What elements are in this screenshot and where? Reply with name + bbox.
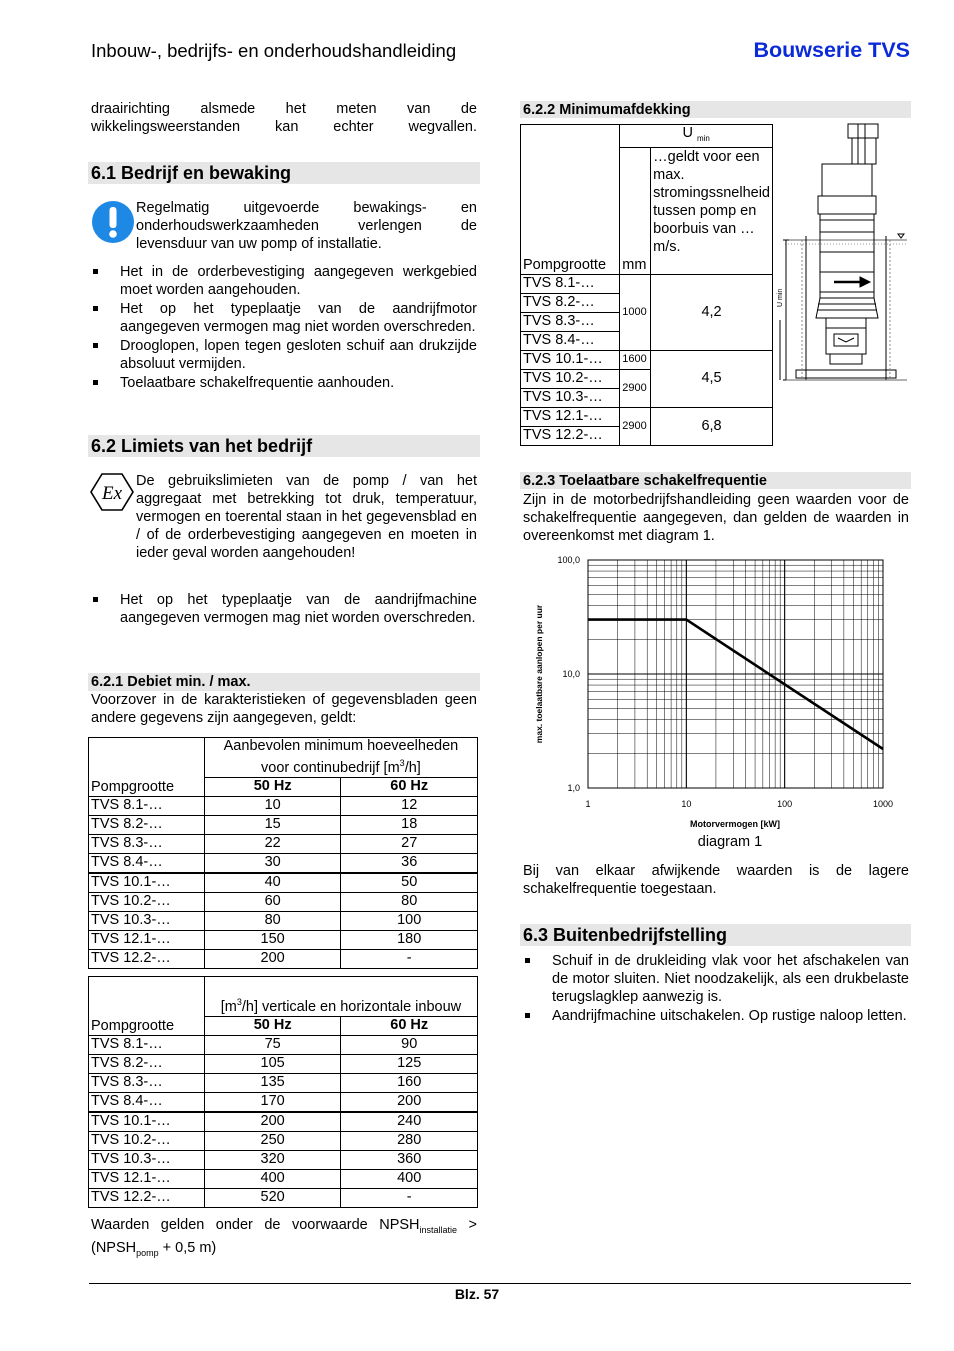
- cell-50hz: 22: [204, 834, 341, 853]
- npsh-condition: Waarden gelden onder de voorwaarde $NPSH_{installatie}$ > ($NPSH_{pomp} + 0,5$ m): [91, 1217, 477, 1258]
- s63-bullet-list: [523, 952, 909, 1026]
- s61-note: Regelmatig uitgevoerde bewakings- en onderhoudswerkzaamheden verlengen de levensduur van uw pomp of installatie.: [136, 200, 477, 252]
- svg-text:Ex: Ex: [101, 483, 123, 504]
- cell-pompgrootte: TVS 8.2-…: [89, 1054, 205, 1073]
- max-flow-rows: [89, 1035, 478, 1207]
- cell-50hz: 135: [204, 1073, 341, 1092]
- table-header-60hz: 60 Hz: [341, 1016, 478, 1035]
- cell-60hz: 280: [341, 1131, 478, 1150]
- table-row: [89, 892, 478, 911]
- intro-text: draairichting alsmede het meten van de wikkelingsweerstanden kan echter wegvallen.: [91, 101, 477, 135]
- table-row: [89, 815, 478, 834]
- cell-60hz: -: [341, 1188, 478, 1207]
- chart-svg: [530, 550, 900, 835]
- chart-x-tick: 1: [585, 799, 591, 809]
- warning-icon: [91, 200, 135, 244]
- table-row: TVS 8.2-…: [521, 293, 620, 312]
- cell-60hz: 100: [341, 911, 478, 930]
- cell-velocity: 4,5: [651, 350, 773, 407]
- list-item: Het in de orderbevestiging aangegeven werkgebied moet worden aangehouden.: [91, 263, 477, 299]
- series-title: Bouwserie TVS: [753, 38, 910, 62]
- cell-60hz: 160: [341, 1073, 478, 1092]
- pump-installation-drawing: [777, 124, 912, 384]
- cell-mm: 1000: [620, 274, 651, 350]
- table-row: [89, 949, 478, 968]
- table-header-pompgrootte: Pompgrootte: [89, 977, 205, 1036]
- cell-50hz: 40: [204, 873, 341, 893]
- table-row: [89, 1035, 478, 1054]
- list-item: Toelaatbare schakelfrequentie aanhouden.: [91, 374, 477, 392]
- table-row: [89, 834, 478, 853]
- table-header-max: $[m^3/h]$ verticale en horizontale inbouw: [204, 977, 477, 1017]
- svg-text:U min: U min: [777, 288, 784, 307]
- table-header-pompgrootte: Pompgrootte: [521, 125, 620, 275]
- chart-y-tick: 100,0: [557, 555, 580, 565]
- cell-pompgrootte: TVS 8.1-…: [89, 1035, 205, 1054]
- cell-50hz: 10: [204, 796, 341, 815]
- chart-series-line: [588, 620, 883, 749]
- table-row: [89, 1150, 478, 1169]
- switching-frequency-chart: [530, 550, 900, 835]
- table-header-mm: mm: [620, 147, 651, 274]
- cell-50hz: 75: [204, 1035, 341, 1054]
- cell-60hz: 36: [341, 853, 478, 873]
- cell-60hz: 27: [341, 834, 478, 853]
- cell-pompgrootte: TVS 8.4-…: [89, 853, 205, 873]
- cell-60hz: 90: [341, 1035, 478, 1054]
- table-row: [89, 796, 478, 815]
- section-6-2-heading: 6.2 Limiets van het bedrijf: [88, 435, 480, 457]
- min-cover-table: [520, 124, 773, 446]
- list-item: Het op het typeplaatje van de aandrijfmachine aangegeven vermogen mag niet worden overschreden.: [91, 591, 477, 627]
- s621-text: Voorzover in de karakteristieken of gegevensbladen geen andere gegevens zijn aangegeven, geldt:: [91, 692, 477, 726]
- table-row: [89, 1131, 478, 1150]
- section-6-1-heading: 6.1 Bedrijf en bewaking: [88, 162, 480, 184]
- cell-pompgrootte: TVS 10.2-…: [89, 892, 205, 911]
- section-6-2-3-heading: 6.2.3 Toelaatbare schakelfrequentie: [520, 472, 911, 489]
- cell-pompgrootte: TVS 10.2-…: [89, 1131, 205, 1150]
- table-header-umin: U $_{min}$: [620, 125, 773, 148]
- cell-pompgrootte: TVS 8.4-…: [89, 1092, 205, 1112]
- cell-mm: 2900: [620, 369, 651, 407]
- cell-50hz: 170: [204, 1092, 341, 1112]
- cell-60hz: 12: [341, 796, 478, 815]
- list-item: Aandrijfmachine uitschakelen. Op rustige naloop letten.: [523, 1007, 909, 1025]
- table-row: [89, 911, 478, 930]
- table-row: [89, 1188, 478, 1207]
- chart-y-label: max. toelaatbare aanlopen per uur: [534, 604, 544, 744]
- cell-pompgrootte: TVS 8.1-…: [89, 796, 205, 815]
- table-row: [89, 873, 478, 893]
- cell-50hz: 320: [204, 1150, 341, 1169]
- s62-bullet-list: [91, 591, 477, 628]
- table-row: TVS 8.1-…: [521, 274, 620, 293]
- chart-x-tick: 100: [777, 799, 793, 809]
- cell-50hz: 15: [204, 815, 341, 834]
- cell-pompgrootte: TVS 12.1-…: [89, 930, 205, 949]
- table-row: [89, 1112, 478, 1132]
- cell-60hz: 180: [341, 930, 478, 949]
- cell-mm: 1600: [620, 350, 651, 369]
- s62-note: De gebruikslimieten van de pomp / van het aggregaat met betrekking tot druk, temperatuur, vermogen en toerental staan in het gegevensblad en / of de orderbevestiging aangegeven en moeten in ieder geval worden aangehouden!: [136, 473, 477, 561]
- list-item: Het op het typeplaatje van de aandrijfmotor aangegeven vermogen mag niet worden overschreden.: [91, 300, 477, 336]
- cell-50hz: 150: [204, 930, 341, 949]
- cell-60hz: 80: [341, 892, 478, 911]
- chart-x-tick: 1000: [872, 799, 894, 809]
- cell-50hz: 520: [204, 1188, 341, 1207]
- table-row: [89, 853, 478, 873]
- cell-pompgrootte: TVS 8.2-…: [89, 815, 205, 834]
- cell-60hz: 50: [341, 873, 478, 893]
- page-number: Blz. 57: [454, 1286, 500, 1302]
- table-row: [89, 1073, 478, 1092]
- cell-pompgrootte: TVS 10.3-…: [89, 911, 205, 930]
- cell-pompgrootte: TVS 10.3-…: [89, 1150, 205, 1169]
- table-header-pompgrootte: Pompgrootte: [89, 738, 205, 797]
- section-6-3-heading: 6.3 Buitenbedrijfstelling: [520, 924, 911, 946]
- table-row: TVS 8.4-…: [521, 331, 620, 350]
- chart-caption: diagram 1: [697, 834, 763, 850]
- cell-velocity: 4,2: [651, 274, 773, 350]
- table-row: [89, 1054, 478, 1073]
- s61-bullet-list: [91, 263, 477, 393]
- min-flow-table: [88, 737, 478, 969]
- cell-50hz: 80: [204, 911, 341, 930]
- cell-pompgrootte: TVS 8.3-…: [89, 1073, 205, 1092]
- table-row: TVS 10.1-…: [521, 350, 620, 369]
- chart-x-label: Motorvermogen [kW]: [690, 819, 780, 829]
- cell-60hz: 400: [341, 1169, 478, 1188]
- cell-50hz: 200: [204, 949, 341, 968]
- cell-50hz: 30: [204, 853, 341, 873]
- table-row: [89, 930, 478, 949]
- cell-50hz: 250: [204, 1131, 341, 1150]
- cell-60hz: 240: [341, 1112, 478, 1132]
- cell-60hz: 200: [341, 1092, 478, 1112]
- table-row: TVS 12.1-…: [521, 407, 620, 426]
- cell-50hz: 400: [204, 1169, 341, 1188]
- table-header-velocity: …geldt voor een max. stromingssnelheid tussen pomp en boorbuis van …m/s.: [651, 147, 773, 274]
- cell-50hz: 200: [204, 1112, 341, 1132]
- cell-mm: 2900: [620, 407, 651, 445]
- cell-50hz: 60: [204, 892, 341, 911]
- table-row: [89, 1169, 478, 1188]
- table-header-50hz: 50 Hz: [204, 777, 341, 796]
- chart-y-tick: 10,0: [562, 669, 580, 679]
- cell-pompgrootte: TVS 12.2-…: [89, 949, 205, 968]
- max-flow-table: [88, 976, 478, 1208]
- table-row: TVS 10.3-…: [521, 388, 620, 407]
- cell-50hz: 105: [204, 1054, 341, 1073]
- chart-x-tick: 10: [681, 799, 692, 809]
- cell-velocity: 6,8: [651, 407, 773, 445]
- table-row: [89, 1092, 478, 1112]
- list-item: Drooglopen, lopen tegen gesloten schuif aan drukzijde absoluut vermijden.: [91, 337, 477, 373]
- list-item: Schuif in de drukleiding vlak voor het afschakelen van de motor sluiten. Niet noodzakelijk, als een drukbelaste terugslagklep aanwezig is.: [523, 952, 909, 1006]
- section-6-2-1-heading: 6.2.1 Debiet min. / max.: [88, 673, 480, 691]
- table-header-min: Aanbevolen minimum hoeveelheden voor continubedrijf $[m^3/h]$: [204, 738, 477, 778]
- table-row: TVS 12.2-…: [521, 426, 620, 445]
- table-row: TVS 10.2-…: [521, 369, 620, 388]
- cell-60hz: 125: [341, 1054, 478, 1073]
- cell-pompgrootte: TVS 10.1-…: [89, 873, 205, 893]
- cell-pompgrootte: TVS 12.2-…: [89, 1188, 205, 1207]
- footer-divider: [89, 1283, 911, 1284]
- table-header-60hz: 60 Hz: [341, 777, 478, 796]
- explosion-protection-icon: [90, 472, 134, 512]
- s623-after-text: Bij van elkaar afwijkende waarden is de lagere schakelfrequentie toegestaan.: [523, 863, 909, 897]
- table-row: TVS 8.3-…: [521, 312, 620, 331]
- cell-60hz: -: [341, 949, 478, 968]
- cell-60hz: 360: [341, 1150, 478, 1169]
- cell-60hz: 18: [341, 815, 478, 834]
- s623-text: Zijn in de motorbedrijfshandleiding geen waarden voor de schakelfrequentie aangegeven, dan gelden de waarden in overeenkomst met diagram 1.: [523, 492, 909, 544]
- cell-pompgrootte: TVS 12.1-…: [89, 1169, 205, 1188]
- chart-y-tick: 1,0: [567, 783, 580, 793]
- table-header-50hz: 50 Hz: [204, 1016, 341, 1035]
- cell-pompgrootte: TVS 8.3-…: [89, 834, 205, 853]
- min-flow-rows: [89, 796, 478, 968]
- document-title: Inbouw-, bedrijfs- en onderhoudshandleiding: [91, 40, 457, 61]
- section-6-2-2-heading: 6.2.2 Minimumafdekking: [520, 101, 911, 118]
- cell-pompgrootte: TVS 10.1-…: [89, 1112, 205, 1132]
